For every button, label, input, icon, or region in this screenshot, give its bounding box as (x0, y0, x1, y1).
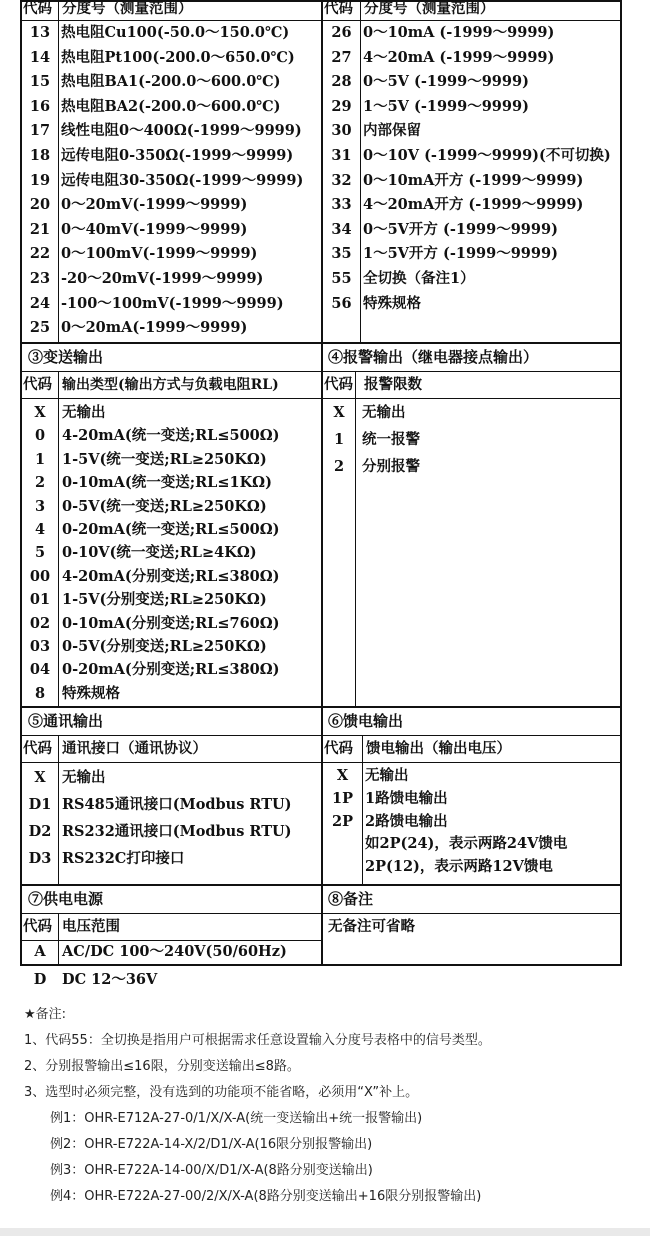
row-code: 18 (29, 147, 51, 164)
row-description: 0-10mA(统一变送;RL≤1KΩ) (62, 474, 272, 492)
row-code: 8 (34, 684, 46, 702)
row-description: 0-5V(统一变送;RL≥250KΩ) (62, 497, 267, 515)
header-voltage-range: 电压范围 (62, 918, 120, 935)
row-description: 0-20mA(统一变送;RL≤500Ω) (62, 521, 280, 538)
row-description: 0～10mA开方 (-1999～9999) (363, 171, 584, 189)
row-code: 13 (29, 24, 51, 41)
header-output-type: 输出类型(输出方式与负载电阻RL) (62, 377, 279, 393)
header-code: 代码 (324, 376, 353, 393)
row-code: 28 (331, 73, 352, 91)
row-description: 0-20mA(分别变送;RL≤380Ω) (62, 661, 280, 679)
row-code: 21 (29, 220, 51, 238)
row-description: 0-10V(统一变送;RL≥4KΩ) (62, 544, 257, 562)
row-description: 0～10V (-1999～9999)(不可切换) (363, 147, 611, 164)
column-divider (355, 371, 356, 706)
section-title-comm: ⑤通讯输出 (28, 712, 104, 730)
row-description: 特殊规格 (363, 294, 421, 312)
notes-title: ★备注: (24, 1007, 67, 1022)
row-code: 14 (29, 48, 51, 66)
header-alarm-type: 报警限数 (364, 376, 422, 393)
row-description: 无输出 (62, 404, 106, 421)
section-title-power: ⑦供电电源 (28, 890, 104, 908)
row-description: 0～20mA(-1999～9999) (61, 319, 248, 337)
row-description: 内部保留 (363, 122, 421, 140)
row-description: 分别报警 (362, 458, 420, 475)
column-divider (360, 2, 361, 342)
row-description: 1-5V(分别变送;RL≥250KΩ) (62, 591, 267, 609)
row-code: 5 (34, 544, 46, 562)
row-description: AC/DC 100～240V(50/60Hz) (62, 943, 287, 960)
row-code: 01 (29, 591, 51, 609)
header-code: 代码 (324, 0, 353, 17)
row-description: 热电阻BA1(-200.0～600.0℃) (61, 73, 281, 91)
row-description: 0～5V (-1999～9999) (363, 73, 529, 91)
note-example: 例1：OHR-E712A-27-0/1/X/X-A(统一变送输出+统一报警输出) (50, 1111, 423, 1126)
note-item: 2、分别报警输出≤16限，分别变送输出≤8路。 (24, 1059, 300, 1074)
remarks-text: 无备注可省略 (328, 918, 415, 935)
note-example: 例2：OHR-E722A-14-X/2/D1/X-A(16限分别报警输出) (50, 1137, 373, 1152)
row-code: 17 (29, 122, 51, 140)
row-description: 远传电阻30-350Ω(-1999～9999) (61, 171, 304, 189)
row-description: 统一报警 (362, 431, 420, 448)
selection-table (20, 0, 622, 988)
row-description: RS232通讯接口(Modbus RTU) (62, 823, 292, 840)
row-description: 1-5V(统一变送;RL≥250KΩ) (62, 450, 267, 468)
row-code (323, 832, 362, 856)
row-code: 02 (29, 614, 51, 632)
row-description: 2路馈电输出 (365, 812, 448, 830)
row-description: 0-10mA(分别变送;RL≤760Ω) (62, 614, 280, 632)
row-code: A (34, 943, 46, 960)
row-description: 1～5V开方 (-1999～9999) (363, 245, 558, 263)
row-code: 04 (29, 661, 51, 679)
header-comm-type: 通讯接口（通讯协议） (62, 740, 207, 757)
row-code: 1 (34, 450, 46, 468)
row-description: 如2P(24)，表示两路24V馈电 (365, 835, 568, 853)
row-code: X (34, 769, 46, 786)
row-code: 1 (333, 431, 345, 448)
header-code: 代码 (23, 0, 52, 17)
row-code: 25 (29, 319, 51, 337)
row-code: D3 (28, 850, 52, 867)
row-description: 热电阻BA2(-200.0～600.0℃) (61, 97, 281, 115)
row-code: 22 (29, 245, 51, 263)
row-code: D (33, 971, 47, 988)
row-description: -100～100mV(-1999～9999) (61, 294, 284, 312)
row-code: 4 (34, 521, 46, 538)
row-description: -20～20mV(-1999～9999) (61, 270, 264, 287)
row-code: 20 (29, 196, 51, 214)
row-code: 23 (29, 270, 51, 287)
row-description: 4-20mA(统一变送;RL≤500Ω) (62, 427, 280, 445)
row-code: X (333, 404, 345, 421)
note-item: 3、选型时必须完整，没有选到的功能项不能省略，必须用“X”补上。 (24, 1085, 419, 1100)
row-code: 15 (29, 73, 51, 91)
header-range: 分度号（测量范围） (62, 0, 193, 17)
row-code: 55 (331, 270, 352, 287)
row-description: 4-20mA(分别变送;RL≤380Ω) (62, 567, 280, 585)
row-code: 16 (29, 97, 51, 115)
row-code: 31 (331, 147, 352, 164)
note-example: 例3：OHR-E722A-14-00/X/D1/X-A(8路分别变送输出) (50, 1163, 373, 1178)
row-code: 29 (331, 97, 352, 115)
row-code: 1P (332, 789, 353, 807)
row-description: RS232C打印接口 (62, 850, 185, 867)
column-divider (362, 735, 363, 884)
row-code: 2 (333, 458, 345, 475)
row-description: 热电阻Pt100(-200.0～650.0℃) (61, 48, 295, 66)
row-code: 56 (331, 294, 352, 312)
note-example: 例4：OHR-E722A-27-00/2/X/X-A(8路分别变送输出+16限分别报警输出) (50, 1189, 482, 1204)
row-description: DC 12～36V (62, 971, 158, 988)
row-code: 30 (331, 122, 352, 140)
header-feed-type: 馈电输出（输出电压） (366, 740, 511, 757)
section-title-transmit: ③变送输出 (28, 348, 104, 366)
row-description: 0～5V开方 (-1999～9999) (363, 220, 558, 238)
row-code: 35 (331, 245, 352, 263)
header-code: 代码 (23, 918, 52, 935)
row-code: 2P (332, 812, 353, 830)
row-description: 1路馈电输出 (365, 789, 448, 807)
row-code: 32 (331, 171, 352, 189)
column-divider (58, 913, 59, 966)
note-item: 1、代码55：全切换是指用户可根据需求任意设置输入分度号表格中的信号类型。 (24, 1033, 491, 1048)
row-code: 34 (331, 220, 352, 238)
footer-strip (0, 1228, 650, 1236)
row-description: 0～100mV(-1999～9999) (61, 245, 258, 263)
row-code: X (336, 767, 349, 784)
notes-block (24, 1002, 634, 1210)
row-description: RS485通讯接口(Modbus RTU) (62, 796, 292, 813)
row-description: 无输出 (365, 767, 409, 784)
header-range: 分度号（测量范围） (364, 0, 495, 17)
row-code: 0 (34, 427, 46, 445)
row-description: 热电阻Cu100(-50.0～150.0℃) (61, 24, 290, 41)
row-code: 33 (331, 196, 352, 214)
row-code: 00 (29, 567, 51, 585)
row-description: 0～20mV(-1999～9999) (61, 196, 248, 214)
row-code: D1 (28, 796, 52, 813)
row-code (323, 855, 362, 879)
column-divider (58, 735, 59, 884)
row-description: 全切换（备注1） (363, 270, 475, 287)
row-code: 2 (34, 474, 46, 492)
section-title-remarks: ⑧备注 (328, 890, 374, 908)
row-code: 03 (29, 638, 51, 655)
row-description: 4～20mA (-1999～9999) (363, 48, 555, 66)
column-divider (58, 371, 59, 706)
row-code: X (34, 404, 46, 421)
row-code: 26 (331, 24, 352, 41)
header-code: 代码 (324, 740, 353, 757)
row-description: 0-5V(分别变送;RL≥250KΩ) (62, 638, 267, 655)
section-title-alarm: ④报警输出（继电器接点输出） (328, 348, 539, 366)
row-description: 无输出 (62, 769, 106, 786)
row-code: 3 (34, 497, 46, 515)
row-description: 4～20mA开方 (-1999～9999) (363, 196, 584, 214)
row-code: 27 (331, 48, 352, 66)
row-code: 19 (29, 171, 51, 189)
row-description: 特殊规格 (62, 684, 120, 702)
row-description: 无输出 (362, 404, 406, 421)
row-description: 线性电阻0～400Ω(-1999～9999) (61, 122, 302, 140)
row-description: 远传电阻0-350Ω(-1999～9999) (61, 147, 294, 164)
section-title-feed: ⑥馈电输出 (328, 712, 404, 730)
column-divider (58, 2, 59, 342)
row-code: D2 (28, 823, 52, 840)
header-code: 代码 (23, 740, 52, 757)
header-code: 代码 (23, 376, 52, 393)
row-description: 2P(12)，表示两路12V馈电 (365, 858, 553, 876)
row-code: 24 (29, 294, 51, 312)
row-description: 0～10mA (-1999～9999) (363, 24, 555, 41)
row-description: 1～5V (-1999～9999) (363, 97, 529, 115)
row-description: 0～40mV(-1999～9999) (61, 220, 248, 238)
